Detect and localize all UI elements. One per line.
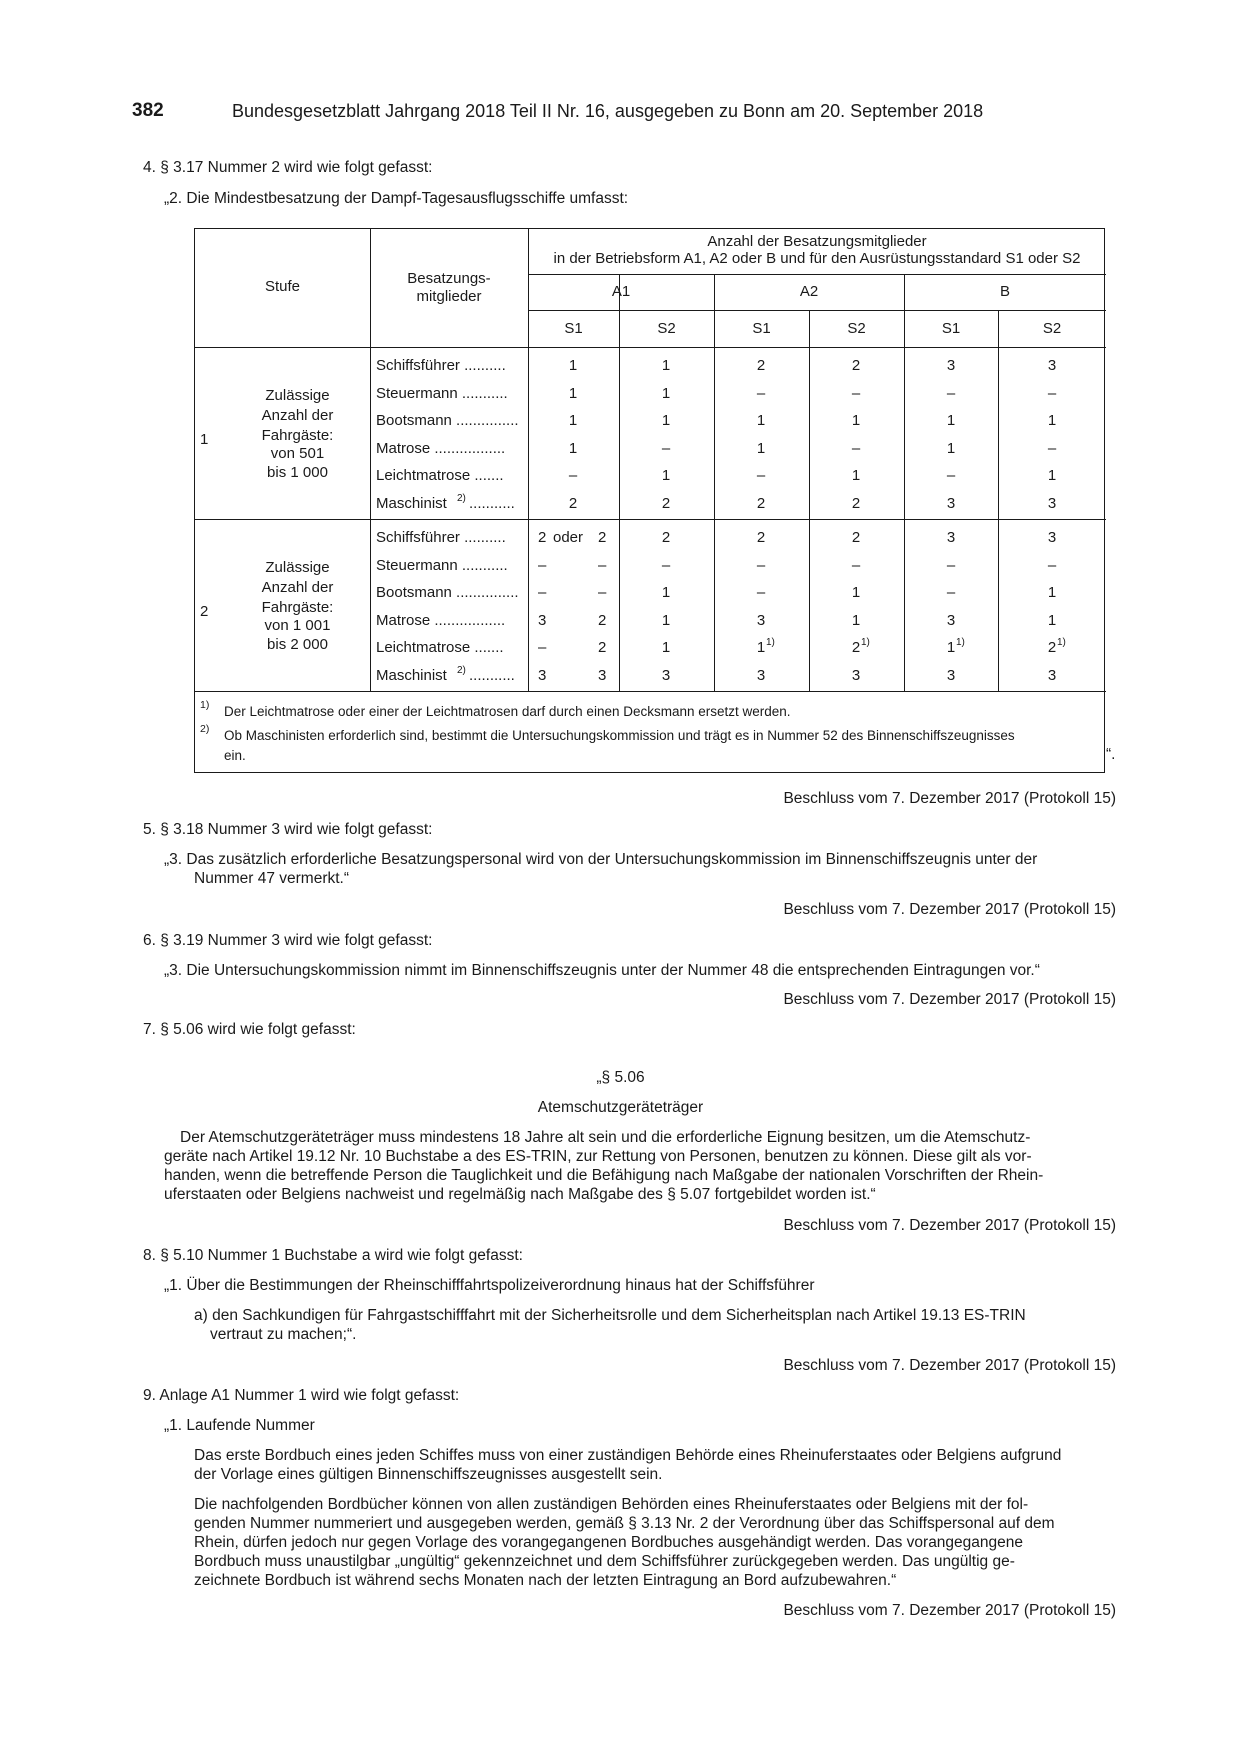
crew-count: 1 [568,439,578,457]
table-closing-quote: “. [1106,746,1116,763]
crew-count: 3 [946,357,956,374]
crew-count: – [661,439,671,457]
crew-count: – [756,584,766,601]
crew-count: 1 [851,412,861,429]
group-title-1: Anzahl der Besatzungsmitglieder [707,233,927,250]
crew-role: Bootsmann ............... [376,584,519,601]
crew-count: 2 [538,529,547,546]
crew-role: Matrose ................. [376,611,506,629]
crew-count: 2 [1047,639,1057,656]
crew-count: 3 [661,666,671,684]
crew-count: 2 [756,529,766,546]
section-text-line: geräte nach Artikel 19.12 Nr. 10 Buchstabe a des ES-TRIN, zur Rettung von Personen, benutzen zu können. Diese gilt als vor- [164,1148,1032,1165]
crew-count: – [661,556,671,574]
crew-count: 1 [661,639,671,656]
item-9-p1-line: der Vorlage eines gültigen Binnenschiffszeugnisses ausgestellt sein. [194,1466,663,1483]
crew-table: Stufe Besatzungs- mitglieder Anzahl der Besatzungsmitglieder in der Betriebsform A1, A2 oder B und für den Ausrüstungsstandard S1 oder S2 A1 A2 B S1 S2 S1 S2 S1 S2 1 Zulässige Anzahl der Fahrgäste: von 501 bis 1 000 Schiffsführer .......... 1 1 2 2 3 3 Steuermann ........... 1 1 – – – – Bootsmann ............... 1 1 1 1 1 1 Matrose ................. 1 – 1 – 1 – Leichtmatrose ....... – 1 – 1 – 1 Maschinist 2) ........... 2 2 2 2 3 3 2 Zulässige Anzahl der Fahrgäste: von 1 001 bis 2 000 Schiffsführer .......... 2 2 oder 2 2 2 3 3 Steuermann ........... – – – – – – – Bootsmann ............... – – 1 – 1 – 1 Matrose ................. 3 2 1 3 1 3 1 Leichtmatrose ....... – 2 1 1 1) 2 1) 1 1) 2 1) Maschinist 2) ........... 3 3 3 3 3 3 3 1) Der Leichtmatrose oder einer der Leichtmatrosen darf durch einen Decksmann ersetzt werden. 2) Ob Maschinisten erforderlich sind, bestimmt die Untersuchungskommission und trägt es in Nummer 52 des Binnenschiffszeugnisses ein. [194,228,1105,773]
crew-role: Maschinist [376,666,447,684]
crew-count: – [568,467,578,484]
crew-count: 2 [851,494,861,512]
crew-count: 2 [598,639,607,656]
form-a2: A2 [799,283,819,300]
section-title: Atemschutzgeräteträger [537,1099,704,1116]
std: S2 [1042,320,1062,337]
section-text-line: handen, wenn die betreffende Person die Tauglichkeit und die Befähigung nach Maßgabe der nationalen Vorschriften der Rhein- [164,1167,1044,1184]
crew-count: 3 [598,666,607,684]
crew-role: Bootsmann ............... [376,412,519,429]
crew-count: 1 [851,467,861,484]
stage-2-number: 2 [200,603,209,620]
std: S1 [564,320,583,337]
col-besatzung-1: Besatzungs- [407,270,491,287]
crew-count: – [851,439,861,457]
crew-count: 1 [568,357,578,374]
footnote-1: Der Leichtmatrose oder einer der Leichtmatrosen darf durch einen Decksmann ersetzt werden. [224,704,791,719]
crew-count: 2 [661,529,671,546]
crew-count: 3 [946,529,956,546]
item-9-subheading: „1. Laufende Nummer [164,1417,315,1434]
item-9-p2-line: Bordbuch muss unaustilgbar „ungültig“ gekennzeichnet und dem Schiffsführer zurückgegeben werden. Das ungültig ge- [194,1553,1015,1570]
crew-count: – [538,639,547,656]
item-9-p2-line: Rhein, dürfen jedoch nur gegen Vorlage des vorangegangenen Bordbuches ausgehändigt werden. Das vorangegangene [194,1534,1024,1551]
crew-count: – [851,384,861,402]
crew-count: 1 [661,412,671,429]
crew-count: 3 [756,611,766,629]
crew-role: Schiffsführer .......... [376,357,506,374]
crew-count: 1 [756,412,766,429]
crew-count: 1 [568,384,578,402]
crew-count: 1 [661,467,671,484]
page-number: 382 [132,100,164,121]
crew-count: 1 [661,584,671,601]
section-text-line: uferstaaten oder Belgiens nachweist und regelmäßig nach Maßgabe des § 5.07 fortgebildet worden ist.“ [164,1186,876,1203]
item-6-heading: 6. § 3.19 Nummer 3 wird wie folgt gefasst: [143,932,433,949]
item-5-text: Nummer 47 vermerkt.“ [194,870,350,887]
crew-count: 1 [851,611,861,629]
item-6-text: „3. Die Untersuchungskommission nimmt im Binnenschiffszeugnis unter der Nummer 48 die entsprechenden Eintragungen vor.“ [164,962,1040,979]
crew-role: Leichtmatrose ....... [376,639,504,656]
crew-count: 1 [946,412,956,429]
crew-count: 3 [538,611,547,629]
crew-count: 2 [756,357,766,374]
crew-count: 3 [851,666,861,684]
crew-count: – [946,584,956,601]
item-8-sub: a) den Sachkundigen für Fahrgastschifffahrt mit der Sicherheitsrolle und dem Sicherheitsplan nach Artikel 19.13 ES-TRIN [194,1307,1026,1324]
crew-count: 3 [1047,529,1057,546]
crew-count: 1 [661,611,671,629]
std: S2 [657,320,676,337]
crew-count: – [1047,556,1057,574]
stage-2-label: bis 2 000 [267,636,328,653]
section-text-line: Der Atemschutzgeräteträger muss mindestens 18 Jahre alt sein und die erforderliche Eignung besitzen, um die Atemschutz- [180,1129,1031,1146]
crew-count: 2 [661,494,671,512]
stage-1-label: Fahrgäste: [261,427,334,444]
crew-count: 3 [946,494,956,512]
crew-count: – [851,556,861,574]
crew-count: – [538,584,547,601]
crew-count: 2 [598,529,607,546]
crew-count: 3 [1047,357,1057,374]
footnote-2-mark: 2) [200,723,210,735]
item-9-p2-line: Die nachfolgenden Bordbücher können von allen zuständigen Behörden eines Rheinuferstaates oder Belgiens mit der fol- [194,1496,1029,1513]
crew-count: 2 [851,357,861,374]
col-stufe: Stufe [264,278,301,295]
decision-note: Beschluss vom 7. Dezember 2017 (Protokoll 15) [783,901,1116,918]
group-title-2: in der Betriebsform A1, A2 oder B und für den Ausrüstungsstandard S1 oder S2 [553,250,1081,267]
stage-2-label: Anzahl der [261,579,334,596]
std: S1 [941,320,961,337]
form-b: B [999,283,1010,300]
std: S2 [847,320,866,337]
crew-count: 1 [1047,412,1057,429]
crew-count: – [756,384,766,402]
item-8-sub: vertraut zu machen;“. [210,1326,357,1343]
crew-count: 1 [1047,611,1057,629]
crew-count: – [946,556,956,574]
stage-1-number: 1 [200,431,209,448]
crew-role-dots: ........... [469,494,515,512]
crew-count: – [946,384,956,402]
item-5-heading: 5. § 3.18 Nummer 3 wird wie folgt gefasst: [143,821,433,838]
crew-count: 3 [946,666,956,684]
crew-count: 3 [1047,666,1057,684]
crew-count: – [756,556,766,574]
crew-count: 3 [1047,494,1057,512]
std: S1 [752,320,771,337]
crew-count: 1 [946,439,956,457]
crew-count: 2 [568,494,578,512]
crew-count: – [598,556,607,574]
item-8-heading: 8. § 5.10 Nummer 1 Buchstabe a wird wie folgt gefasst: [143,1247,523,1264]
item-5-text: „3. Das zusätzlich erforderliche Besatzungspersonal wird von der Untersuchungskommission im Binnenschiffszeugnis unter der [164,851,1038,868]
crew-count: – [538,556,547,574]
crew-count: 1 [756,439,766,457]
crew-count: 1 [661,357,671,374]
crew-count: 1 [661,384,671,402]
crew-count: – [598,584,607,601]
crew-count: 3 [538,666,547,684]
item-9-p2-line: zeichnete Bordbuch ist während sechs Monaten nach der letzten Eintragung an Bord aufzubewahren.“ [194,1572,897,1589]
crew-count: 2 [756,494,766,512]
crew-count: 2 [851,639,861,656]
item-7-heading: 7. § 5.06 wird wie folgt gefasst: [143,1021,356,1038]
crew-role-dots: ........... [469,666,515,684]
stage-2-label: Zulässige [265,559,330,576]
decision-note: Beschluss vom 7. Dezember 2017 (Protokoll 15) [783,1602,1116,1619]
stage-1-label: von 501 [270,445,325,462]
item-4-heading: 4. § 3.17 Nummer 2 wird wie folgt gefasst: [143,159,433,176]
item-9-heading: 9. Anlage A1 Nummer 1 wird wie folgt gefasst: [143,1387,460,1404]
item-8-text: „1. Über die Bestimmungen der Rheinschifffahrtspolizeiverordnung hinaus hat der Schiffsführer [164,1277,815,1294]
crew-count: – [946,467,956,484]
decision-note: Beschluss vom 7. Dezember 2017 (Protokoll 15) [783,991,1116,1008]
crew-count: – [756,467,766,484]
crew-role: Steuermann ........... [376,384,508,402]
crew-count: 2 [851,529,861,546]
stage-1-label: Zulässige [265,387,330,404]
crew-count: – [1047,384,1057,402]
section-number: „§ 5.06 [596,1069,645,1086]
decision-note: Beschluss vom 7. Dezember 2017 (Protokoll 15) [783,1217,1116,1234]
footnote-1-mark: 1) [200,699,210,711]
gazette-header: Bundesgesetzblatt Jahrgang 2018 Teil II Nr. 16, ausgegeben zu Bonn am 20. September 2018 [232,101,984,121]
form-a1: A1 [611,283,631,300]
crew-count: 1 [756,639,766,656]
oder-text: oder [553,529,584,546]
decision-note: Beschluss vom 7. Dezember 2017 (Protokoll 15) [783,790,1116,807]
crew-count: 1 [1047,467,1057,484]
crew-role: Matrose ................. [376,439,506,457]
crew-count: – [1047,439,1057,457]
crew-count: 2 [598,611,607,629]
item-9-p1-line: Das erste Bordbuch eines jeden Schiffes muss von einer zuständigen Behörde eines Rheinuferstaates oder Belgiens aufgrund [194,1447,1062,1464]
footnote-2: Ob Maschinisten erforderlich sind, bestimmt die Untersuchungskommission und trägt es in Nummer 52 des Binnenschiffszeugnisses [224,728,1015,743]
crew-role: Schiffsführer .......... [376,529,506,546]
stage-1-label: Anzahl der [261,407,334,424]
stage-2-label: von 1 001 [264,617,331,634]
crew-role: Steuermann ........... [376,556,508,574]
col-besatzung-2: mitglieder [416,288,482,305]
crew-count: 1 [1047,584,1057,601]
item-9-p2-line: genden Nummer nummeriert und ausgegeben werden, gemäß § 3.13 Nr. 2 der Verordnung über das Schiffspersonal auf dem [194,1515,1055,1532]
crew-count: 1 [568,412,578,429]
crew-count: 1 [851,584,861,601]
crew-count: 1 [946,639,956,656]
crew-role: Leichtmatrose ....... [376,467,504,484]
stage-1-label: bis 1 000 [267,464,328,481]
decision-note: Beschluss vom 7. Dezember 2017 (Protokoll 15) [783,1357,1116,1374]
crew-role: Maschinist [376,494,447,512]
footnote-2-end: ein. [224,748,246,763]
stage-2-label: Fahrgäste: [261,599,334,616]
crew-count: 3 [756,666,766,684]
crew-count: 3 [946,611,956,629]
item-4-intro: „2. Die Mindestbesatzung der Dampf-Tagesausflugsschiffe umfasst: [164,190,629,207]
